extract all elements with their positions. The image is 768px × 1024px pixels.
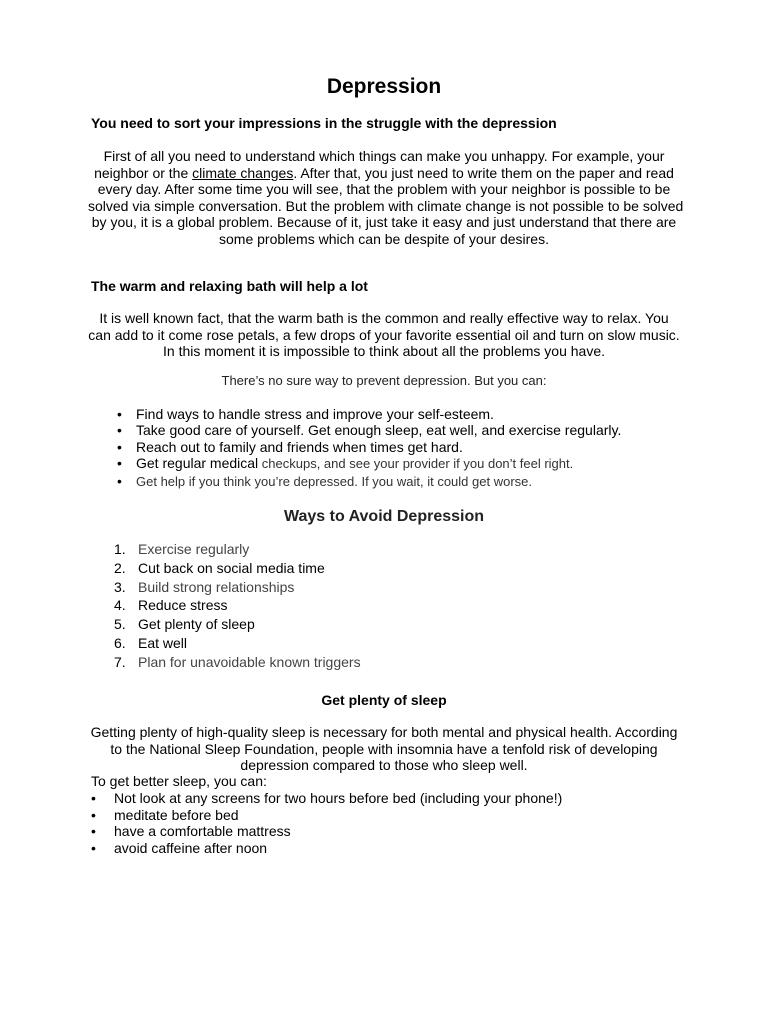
- list-number: 3.: [114, 578, 126, 595]
- list-number: 6.: [114, 634, 126, 651]
- list-item-text: Cut back on social media time: [138, 559, 325, 576]
- list-item: [114, 634, 361, 653]
- ways-heading: Ways to Avoid Depression: [283, 508, 485, 525]
- list-number: 7.: [114, 653, 126, 670]
- list-item: • avoid caffeine after noon: [91, 840, 562, 857]
- list-item: [114, 540, 361, 559]
- paragraph-warm-bath: [88, 310, 680, 360]
- list-item-text: checkups, and see your provider if you don’t feel right.: [258, 456, 574, 472]
- paragraph-line: [88, 165, 680, 182]
- sleep-tips-list: [91, 790, 562, 856]
- section-heading-sort-impressions: You need to sort your impressions in the struggle with the depression: [91, 115, 557, 131]
- paragraph-line: depression compared to those who sleep well.: [240, 757, 528, 774]
- paragraph-text: . After that, you just need to write them on the paper and read: [293, 164, 674, 181]
- list-item-text: Exercise regularly: [138, 541, 250, 557]
- list-item: [117, 455, 621, 472]
- paragraph-line: every day. After some time you will see, that the problem with your neighbor is possible to be: [97, 181, 671, 198]
- sleep-intro: To get better sleep, you can:: [91, 773, 267, 789]
- paragraph-line: solved via simple conversation. But the problem with climate change is not possible to be solved: [88, 197, 684, 214]
- list-item: [114, 653, 361, 672]
- list-number: 4.: [114, 597, 126, 614]
- paragraph-sort-impressions: [88, 148, 684, 248]
- list-item-text: Eat well: [138, 634, 188, 651]
- list-item: [114, 559, 361, 578]
- list-item: [114, 615, 361, 634]
- paragraph-line: can add to it come rose petals, a few drops of your favorite essential oil and turn on slow music.: [88, 326, 680, 343]
- paragraph-line: some problems which can be despite of your desires.: [219, 230, 549, 247]
- paragraph-line: by you, it is a global problem. Because of it, just take it easy and just understand that there are: [91, 214, 677, 231]
- page-title: Depression: [326, 75, 442, 98]
- list-item-text: Get help if you think you’re depressed. If you wait, it could get worse.: [136, 473, 532, 489]
- list-item: • Reach out to family and friends when times get hard.: [117, 439, 621, 455]
- sleep-heading: Get plenty of sleep: [321, 692, 447, 708]
- list-item: [117, 473, 621, 490]
- ways-list: [114, 540, 361, 672]
- list-item-text: Reduce stress: [138, 597, 228, 614]
- paragraph-line: It is well known fact, that the warm bath is the common and really effective way to relax. You: [99, 310, 669, 326]
- paragraph-line: to the National Sleep Foundation, people with insomnia have a tenfold risk of developing: [110, 740, 658, 757]
- paragraph-line: In this moment it is impossible to think about all the problems you have.: [163, 343, 605, 360]
- paragraph-line: Getting plenty of high-quality sleep is necessary for both mental and physical health. According: [90, 724, 678, 740]
- prevention-intro: There’s no sure way to prevent depression. But you can:: [221, 373, 547, 388]
- list-item-text: Plan for unavoidable known triggers: [138, 653, 361, 670]
- list-item: • Take good care of yourself. Get enough sleep, eat well, and exercise regularly.: [117, 422, 621, 438]
- list-item-text: Build strong relationships: [138, 578, 295, 595]
- prevention-list: [117, 406, 621, 490]
- list-item: • meditate before bed: [91, 807, 562, 824]
- list-item-text: Get plenty of sleep: [138, 616, 255, 633]
- paragraph-line: First of all you need to understand which things can make you unhappy. For example, your: [103, 148, 665, 164]
- list-item: [114, 596, 361, 615]
- list-number: 2.: [114, 559, 126, 576]
- list-item: • Find ways to handle stress and improve your self-esteem.: [117, 406, 621, 422]
- list-item: [114, 578, 361, 597]
- list-number: 5.: [114, 616, 126, 633]
- paragraph-sleep: [88, 724, 680, 774]
- paragraph-text: neighbor or the: [94, 164, 193, 181]
- list-item-text: Get regular medical: [136, 455, 259, 472]
- list-item: • Not look at any screens for two hours before bed (including your phone!): [91, 790, 562, 807]
- section-heading-warm-bath: The warm and relaxing bath will help a lot: [91, 278, 368, 294]
- climate-changes-link[interactable]: climate changes: [192, 164, 294, 181]
- list-number: 1.: [114, 541, 126, 557]
- list-item: • have a comfortable mattress: [91, 823, 562, 840]
